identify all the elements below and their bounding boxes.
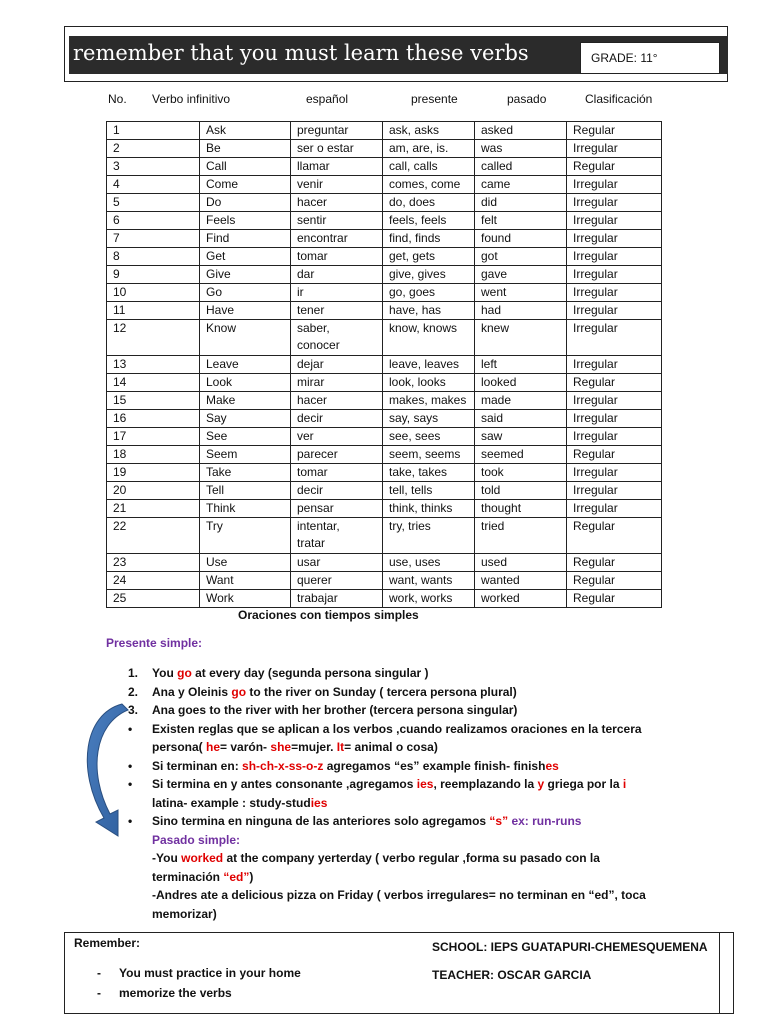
table-cell: 15 — [107, 392, 200, 410]
table-cell: use, uses — [383, 554, 475, 572]
table-cell: dar — [291, 266, 383, 284]
table-row — [107, 464, 662, 482]
text-run: = varón- — [220, 740, 271, 754]
table-cell: wanted — [475, 572, 567, 590]
sentences-list — [128, 664, 648, 923]
table-cell: 23 — [107, 554, 200, 572]
table-cell: Seem — [200, 446, 291, 464]
table-cell: did — [475, 194, 567, 212]
table-row — [107, 446, 662, 464]
table-cell: encontrar — [291, 230, 383, 248]
text-run: “s” — [489, 814, 509, 828]
table-cell: found — [475, 230, 567, 248]
column-headers — [0, 92, 768, 110]
text-run: You — [152, 666, 178, 680]
table-cell: Irregular — [567, 392, 662, 410]
table-cell: go, goes — [383, 284, 475, 302]
text-run: worked — [181, 851, 224, 865]
table-row — [107, 158, 662, 176]
present-simple-title: Presente simple: — [106, 636, 203, 650]
text-run: es — [545, 758, 559, 773]
column-header-past: pasado — [507, 92, 547, 106]
table-cell: pensar — [291, 500, 383, 518]
table-cell: preguntar — [291, 122, 383, 140]
table-cell: do, does — [383, 194, 475, 212]
table-cell: look, looks — [383, 374, 475, 392]
list-item — [128, 720, 648, 757]
table-cell: 10 — [107, 284, 200, 302]
table-cell: Regular — [567, 590, 662, 608]
table-cell: told — [475, 482, 567, 500]
text-run: agregamos “es” example finish- finish — [323, 758, 546, 773]
table-cell: 12 — [107, 320, 200, 356]
text-run: Ana goes to the river with her brother (tercera persona singular) — [152, 703, 518, 717]
table-cell: thought — [475, 500, 567, 518]
table-row — [107, 266, 662, 284]
table-cell: Get — [200, 248, 291, 266]
table-cell: Irregular — [567, 194, 662, 212]
table-cell: used — [475, 554, 567, 572]
table-cell: parecer — [291, 446, 383, 464]
table-cell: Irregular — [567, 284, 662, 302]
table-row — [107, 122, 662, 140]
table-row — [107, 518, 662, 554]
table-cell: asked — [475, 122, 567, 140]
table-cell: Be — [200, 140, 291, 158]
table-cell: work, works — [383, 590, 475, 608]
table-row — [107, 392, 662, 410]
table-cell: See — [200, 428, 291, 446]
text-run: ) — [249, 869, 254, 884]
table-cell: saw — [475, 428, 567, 446]
table-cell: usar — [291, 554, 383, 572]
table-cell: Irregular — [567, 482, 662, 500]
table-cell: know, knows — [383, 320, 475, 356]
table-cell: trabajar — [291, 590, 383, 608]
text-run: at every day (segunda persona singular ) — [191, 666, 429, 680]
list-marker: 1. — [128, 666, 139, 680]
text-run: he — [206, 740, 221, 754]
table-row — [107, 248, 662, 266]
list-item — [128, 664, 648, 683]
table-cell: Irregular — [567, 266, 662, 284]
table-cell: 21 — [107, 500, 200, 518]
table-cell: tener — [291, 302, 383, 320]
table-cell: 17 — [107, 428, 200, 446]
table-cell: called — [475, 158, 567, 176]
table-cell: Regular — [567, 158, 662, 176]
list-marker: • — [128, 814, 133, 828]
table-cell: left — [475, 356, 567, 374]
table-cell: want, wants — [383, 572, 475, 590]
table-cell: Look — [200, 374, 291, 392]
table-cell: Work — [200, 590, 291, 608]
table-cell: tomar — [291, 464, 383, 482]
remember-dash-1: - — [97, 966, 101, 980]
table-cell: saber, conocer — [291, 320, 383, 356]
table-cell: Tell — [200, 482, 291, 500]
table-cell: Regular — [567, 122, 662, 140]
table-cell: Do — [200, 194, 291, 212]
table-cell: Irregular — [567, 464, 662, 482]
text-run: griega por la — [544, 777, 623, 791]
table-cell: Make — [200, 392, 291, 410]
table-row — [107, 410, 662, 428]
table-cell: tomar — [291, 248, 383, 266]
table-cell: worked — [475, 590, 567, 608]
table-cell: 11 — [107, 302, 200, 320]
grade-box: GRADE: 11° — [580, 42, 720, 74]
table-cell: said — [475, 410, 567, 428]
table-cell: Regular — [567, 518, 662, 554]
text-run: = animal o cosa) — [344, 740, 438, 754]
text-run: =mujer. — [291, 740, 337, 754]
table-cell: 8 — [107, 248, 200, 266]
table-cell: decir — [291, 410, 383, 428]
table-cell: give, gives — [383, 266, 475, 284]
table-cell: try, tries — [383, 518, 475, 554]
table-cell: had — [475, 302, 567, 320]
table-row — [107, 284, 662, 302]
table-cell: was — [475, 140, 567, 158]
table-cell: 2 — [107, 140, 200, 158]
table-cell: am, are, is. — [383, 140, 475, 158]
table-cell: Regular — [567, 554, 662, 572]
table-cell: Regular — [567, 446, 662, 464]
table-cell: Want — [200, 572, 291, 590]
table-cell: llamar — [291, 158, 383, 176]
column-header-spanish: español — [306, 92, 349, 106]
table-row — [107, 428, 662, 446]
table-cell: Irregular — [567, 320, 662, 356]
table-cell: Come — [200, 176, 291, 194]
table-cell: 24 — [107, 572, 200, 590]
table-cell: Take — [200, 464, 291, 482]
list-marker: 2. — [128, 684, 139, 699]
text-run: go — [231, 684, 247, 699]
table-cell: Leave — [200, 356, 291, 374]
table-row — [107, 194, 662, 212]
table-cell: Regular — [567, 572, 662, 590]
table-cell: felt — [475, 212, 567, 230]
list-item — [128, 886, 648, 923]
sentences-subtitle: Oraciones con tiempos simples — [238, 608, 419, 622]
list-marker: • — [128, 758, 133, 773]
text-run: to the river on Sunday ( tercera persona plural) — [246, 684, 517, 699]
column-header-infinitive: Verbo infinitivo — [152, 92, 231, 106]
table-cell: made — [475, 392, 567, 410]
table-cell: Think — [200, 500, 291, 518]
table-cell: Use — [200, 554, 291, 572]
school-label: SCHOOL: IEPS GUATAPURI-CHEMESQUEMENA — [432, 940, 708, 954]
table-cell: sentir — [291, 212, 383, 230]
table-row — [107, 554, 662, 572]
text-run: It — [336, 740, 345, 754]
verbs-table — [106, 121, 662, 608]
curved-arrow-icon — [74, 700, 133, 840]
verbs-table-body — [107, 122, 662, 608]
table-cell: seem, seems — [383, 446, 475, 464]
list-item — [128, 757, 648, 776]
text-run: Ana y Oleinis — [152, 684, 232, 699]
table-cell: Have — [200, 302, 291, 320]
table-cell: take, takes — [383, 464, 475, 482]
remember-dash-2: - — [97, 986, 101, 1000]
text-run: -Andres ate a delicious pizza on Friday ( verbos irregulares= no terminan en “ed”, toca memorizar) — [152, 888, 646, 921]
table-cell: Give — [200, 266, 291, 284]
table-cell: ser o estar — [291, 140, 383, 158]
table-cell: intentar, tratar — [291, 518, 383, 554]
table-cell: gave — [475, 266, 567, 284]
table-cell: Go — [200, 284, 291, 302]
column-header-present: presente — [411, 92, 458, 106]
table-cell: comes, come — [383, 176, 475, 194]
remember-item: memorize the verbs — [119, 986, 232, 1000]
table-cell: Irregular — [567, 176, 662, 194]
table-cell: Regular — [567, 374, 662, 392]
table-cell: knew — [475, 320, 567, 356]
table-row — [107, 176, 662, 194]
table-cell: 16 — [107, 410, 200, 428]
table-row — [107, 140, 662, 158]
table-cell: hacer — [291, 194, 383, 212]
table-cell: 9 — [107, 266, 200, 284]
table-cell: ver — [291, 428, 383, 446]
table-cell: 18 — [107, 446, 200, 464]
table-cell: Say — [200, 410, 291, 428]
list-item — [128, 683, 648, 702]
table-cell: dejar — [291, 356, 383, 374]
table-row — [107, 320, 662, 356]
table-cell: ask, asks — [383, 122, 475, 140]
table-cell: call, calls — [383, 158, 475, 176]
table-cell: took — [475, 464, 567, 482]
table-cell: get, gets — [383, 248, 475, 266]
list-marker: • — [128, 777, 133, 791]
text-run: Pasado simple: — [152, 832, 241, 847]
table-cell: 14 — [107, 374, 200, 392]
table-cell: seemed — [475, 446, 567, 464]
text-run: ies — [416, 777, 434, 791]
column-header-no: No. — [108, 92, 127, 106]
list-item — [128, 849, 648, 886]
table-cell: looked — [475, 374, 567, 392]
table-cell: tell, tells — [383, 482, 475, 500]
text-run: ex: run-runs — [511, 814, 582, 828]
table-cell: 25 — [107, 590, 200, 608]
text-run: Sino termina en ninguna de las anteriores solo agregamos — [152, 814, 490, 828]
table-cell: 6 — [107, 212, 200, 230]
table-cell: Irregular — [567, 410, 662, 428]
text-run: latina- example : study-stud — [152, 795, 311, 810]
text-run: Existen reglas que se aplican a los verbos ,cuando realizamos oraciones en la tercera persona( — [152, 721, 642, 754]
table-cell: makes, makes — [383, 392, 475, 410]
table-cell: came — [475, 176, 567, 194]
text-run: she — [270, 740, 292, 754]
table-cell: Irregular — [567, 428, 662, 446]
table-row — [107, 482, 662, 500]
table-cell: got — [475, 248, 567, 266]
text-run: “ed” — [223, 869, 250, 884]
table-row — [107, 590, 662, 608]
table-cell: Irregular — [567, 140, 662, 158]
table-cell: 7 — [107, 230, 200, 248]
text-run: , reemplazando la — [433, 777, 538, 791]
remember-item: You must practice in your home — [119, 966, 301, 980]
table-cell: Know — [200, 320, 291, 356]
table-cell: leave, leaves — [383, 356, 475, 374]
table-cell: 20 — [107, 482, 200, 500]
table-cell: Irregular — [567, 230, 662, 248]
text-run: Si terminan en: — [152, 758, 243, 773]
text-run: sh-ch-x-ss-o-z — [242, 758, 324, 773]
table-cell: 5 — [107, 194, 200, 212]
table-cell: decir — [291, 482, 383, 500]
table-cell: Irregular — [567, 302, 662, 320]
text-run: ies — [310, 795, 328, 810]
table-cell: 13 — [107, 356, 200, 374]
table-cell: think, thinks — [383, 500, 475, 518]
table-row — [107, 230, 662, 248]
table-cell: Call — [200, 158, 291, 176]
table-cell: see, sees — [383, 428, 475, 446]
table-cell: mirar — [291, 374, 383, 392]
table-cell: say, says — [383, 410, 475, 428]
table-row — [107, 302, 662, 320]
list-item — [128, 812, 648, 831]
table-cell: Find — [200, 230, 291, 248]
table-row — [107, 356, 662, 374]
teacher-label: TEACHER: OSCAR GARCIA — [432, 968, 592, 982]
table-cell: 22 — [107, 518, 200, 554]
text-run: Si termina en y antes consonante ,agregamos — [152, 777, 417, 791]
table-cell: querer — [291, 572, 383, 590]
table-cell: feels, feels — [383, 212, 475, 230]
table-cell: went — [475, 284, 567, 302]
table-cell: hacer — [291, 392, 383, 410]
table-cell: 19 — [107, 464, 200, 482]
list-item — [128, 831, 648, 850]
table-row — [107, 500, 662, 518]
remember-title: Remember: — [74, 936, 141, 950]
list-item — [128, 701, 648, 720]
table-cell: find, finds — [383, 230, 475, 248]
text-run: at the company yerterday ( verbo regular ,forma su pasado con la terminación — [152, 851, 600, 884]
table-cell: Irregular — [567, 356, 662, 374]
table-cell: 4 — [107, 176, 200, 194]
table-cell: Irregular — [567, 212, 662, 230]
column-header-classification: Clasificación — [585, 92, 653, 106]
table-cell: Irregular — [567, 248, 662, 266]
list-item — [128, 775, 648, 812]
table-cell: 3 — [107, 158, 200, 176]
table-row — [107, 572, 662, 590]
table-cell: Ask — [200, 122, 291, 140]
table-cell: Feels — [200, 212, 291, 230]
text-run: go — [177, 666, 192, 680]
table-cell: Try — [200, 518, 291, 554]
text-run: -You — [152, 851, 182, 865]
list-marker: 3. — [128, 703, 139, 717]
text-run: i — [622, 777, 627, 791]
list-marker: • — [128, 721, 133, 736]
table-cell: 1 — [107, 122, 200, 140]
table-cell: tried — [475, 518, 567, 554]
table-cell: have, has — [383, 302, 475, 320]
table-cell: venir — [291, 176, 383, 194]
table-row — [107, 212, 662, 230]
table-row — [107, 374, 662, 392]
page-title: remember that you must learn these verbs — [73, 41, 529, 65]
table-cell: ir — [291, 284, 383, 302]
text-run: y — [537, 777, 545, 791]
table-cell: Irregular — [567, 500, 662, 518]
